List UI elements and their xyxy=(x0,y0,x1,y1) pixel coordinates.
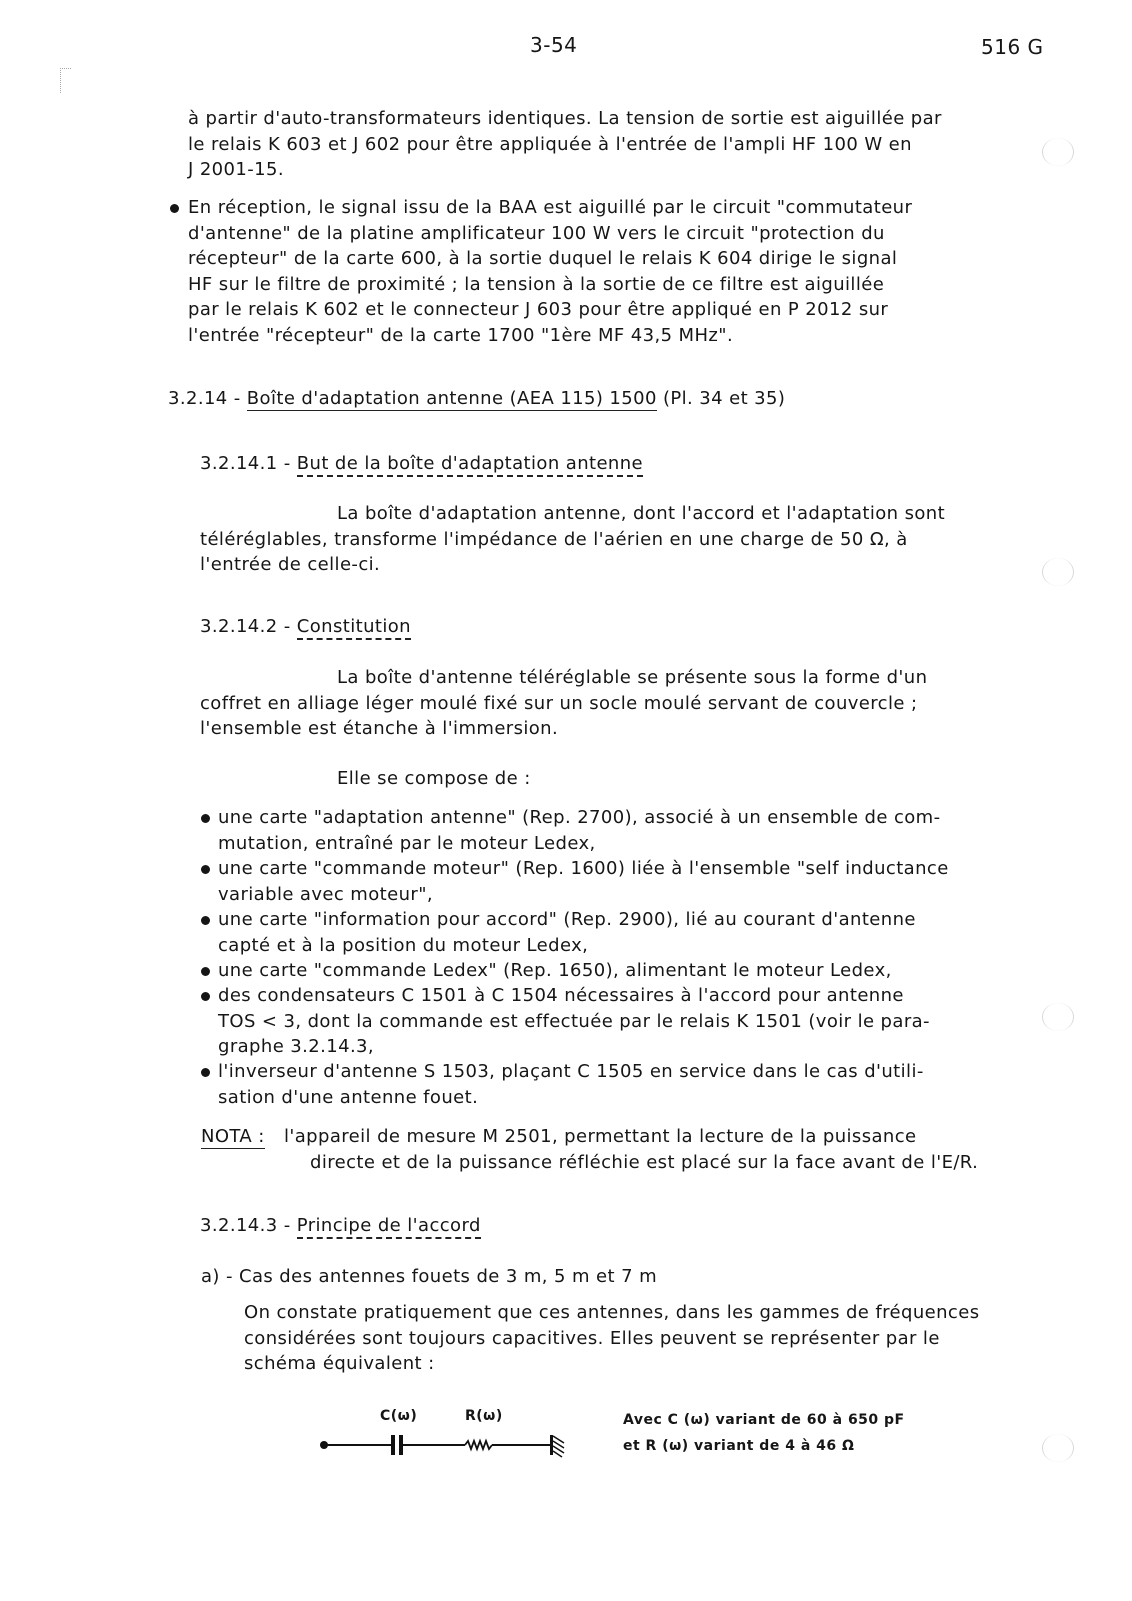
binder-hole-1 xyxy=(1042,138,1074,166)
text-line: considérées sont toujours capacitives. Elles peuvent se représenter par le xyxy=(244,1327,940,1349)
section-title: Boîte d'adaptation antenne (AEA 115) 1500 xyxy=(246,388,657,409)
text-line: l'appareil de mesure M 2501, permettant la lecture de la puissance xyxy=(284,1126,917,1147)
section-heading-3-2-14-1 xyxy=(200,451,643,477)
text-line: En réception, le signal issu de la BAA est aiguillé par le circuit "commutateur xyxy=(188,197,913,218)
text-line: coffret en alliage léger moulé fixé sur un socle moulé servant de couvercle ; xyxy=(200,692,918,714)
section-title: But de la boîte d'adaptation antenne xyxy=(297,453,643,477)
nota-body xyxy=(284,1124,978,1175)
text-line: une carte "commande moteur" (Rep. 1600) liée à l'ensemble "self inductance xyxy=(218,858,949,879)
text-line: mutation, entraîné par le moteur Ledex, xyxy=(218,832,596,854)
section-3-2-14-1-body xyxy=(200,501,945,578)
list-item xyxy=(218,983,930,1060)
list-item xyxy=(218,958,892,984)
intro-paragraph xyxy=(188,106,942,183)
list-item xyxy=(218,1059,924,1110)
reception-paragraph xyxy=(188,195,912,348)
list-item xyxy=(218,856,949,907)
capacitor-label: C(ω) xyxy=(380,1408,418,1424)
section-heading-3-2-14-3 xyxy=(200,1213,481,1239)
binder-hole-2 xyxy=(1042,558,1074,586)
ground-symbol xyxy=(550,1435,564,1457)
text-line: graphe 3.2.14.3, xyxy=(218,1036,375,1057)
page-number: 3-54 xyxy=(530,33,578,57)
text-line: J 2001-15. xyxy=(188,159,284,180)
section-3-2-14-2-body xyxy=(200,665,927,742)
section-number: 3.2.14.3 - xyxy=(200,1215,291,1236)
text-line: à partir d'auto-transformateurs identiques. La tension de sortie est aiguillée par xyxy=(188,108,942,129)
resistor-label: R(ω) xyxy=(465,1408,503,1424)
bullet-icon xyxy=(201,865,210,874)
bullet-icon xyxy=(201,1068,210,1077)
text-line: l'inverseur d'antenne S 1503, plaçant C 1505 en service dans le cas d'utili- xyxy=(218,1061,924,1082)
text-line: sation d'une antenne fouet. xyxy=(218,1086,479,1108)
bullet-icon xyxy=(201,992,210,1001)
binder-hole-4 xyxy=(1042,1434,1074,1462)
text-line: directe et de la puissance réfléchie est placé sur la face avant de l'E/R. xyxy=(310,1151,979,1173)
case-a-heading: a) - Cas des antennes fouets de 3 m, 5 m et 7 m xyxy=(201,1266,658,1287)
text-line: variable avec moteur", xyxy=(218,883,434,905)
schema-note-line-2: et R (ω) variant de 4 à 46 Ω xyxy=(623,1438,855,1454)
text-line: TOS < 3, dont la commande est effectuée par le relais K 1501 (voir le para- xyxy=(218,1010,930,1032)
bullet-icon xyxy=(170,204,179,213)
text-line: l'entrée "récepteur" de la carte 1700 "1ère MF 43,5 MHz". xyxy=(188,324,734,346)
nota-label: NOTA : xyxy=(201,1126,265,1147)
capacitor-symbol xyxy=(391,1435,403,1455)
text-line: On constate pratiquement que ces antennes, dans les gammes de fréquences xyxy=(244,1302,980,1323)
document-reference: 516 G xyxy=(981,35,1044,59)
text-line: HF sur le filtre de proximité ; la tension à la sortie de ce filtre est aiguillée xyxy=(188,273,885,295)
equivalent-circuit-schema xyxy=(318,1430,578,1460)
section-number: 3.2.14.2 - xyxy=(200,616,291,637)
margin-mark xyxy=(60,68,71,93)
bullet-icon xyxy=(201,967,210,976)
text-line: schéma équivalent : xyxy=(244,1353,435,1374)
section-suffix: (Pl. 34 et 35) xyxy=(662,388,786,409)
text-line: récepteur" de la carte 600, à la sortie duquel le relais K 604 dirige le signal xyxy=(188,248,898,269)
section-title: Constitution xyxy=(297,616,411,640)
bullet-icon xyxy=(201,814,210,823)
section-heading-3-2-14-2 xyxy=(200,614,411,640)
list-item xyxy=(218,907,916,958)
bullet-icon xyxy=(201,916,210,925)
text-line: par le relais K 602 et le connecteur J 603 pour être appliqué en P 2012 sur xyxy=(188,299,889,320)
compose-intro: Elle se compose de : xyxy=(337,768,531,789)
text-line: La boîte d'adaptation antenne, dont l'accord et l'adaptation sont xyxy=(337,503,946,524)
section-heading-3-2-14 xyxy=(168,386,785,412)
text-line: l'entrée de celle-ci. xyxy=(200,554,381,575)
text-line: le relais K 603 et J 602 pour être appliquée à l'entrée de l'ampli HF 100 W en xyxy=(188,133,912,155)
section-number: 3.2.14.1 - xyxy=(200,453,291,474)
text-line: des condensateurs C 1501 à C 1504 nécessaires à l'accord pour antenne xyxy=(218,985,904,1006)
section-3-2-14-3-body xyxy=(244,1300,979,1377)
section-number: 3.2.14 - xyxy=(168,388,241,409)
resistor-symbol xyxy=(465,1441,492,1449)
list-item xyxy=(218,805,941,856)
text-line: capté et à la position du moteur Ledex, xyxy=(218,934,589,956)
schema-note-line-1: Avec C (ω) variant de 60 à 650 pF xyxy=(623,1412,905,1428)
text-line: une carte "information pour accord" (Rep. 2900), lié au courant d'antenne xyxy=(218,909,916,930)
text-line: l'ensemble est étanche à l'immersion. xyxy=(200,718,559,739)
text-line: d'antenne" de la platine amplificateur 100 W vers le circuit "protection du xyxy=(188,222,885,244)
text-line: une carte "commande Ledex" (Rep. 1650), alimentant le moteur Ledex, xyxy=(218,960,892,981)
text-line: La boîte d'antenne téléréglable se présente sous la forme d'un xyxy=(337,667,928,688)
text-line: téléréglables, transforme l'impédance de l'aérien en une charge de 50 Ω, à xyxy=(200,528,908,550)
binder-hole-3 xyxy=(1042,1003,1074,1031)
text-line: une carte "adaptation antenne" (Rep. 2700), associé à un ensemble de com- xyxy=(218,807,941,828)
section-title: Principe de l'accord xyxy=(297,1215,481,1239)
